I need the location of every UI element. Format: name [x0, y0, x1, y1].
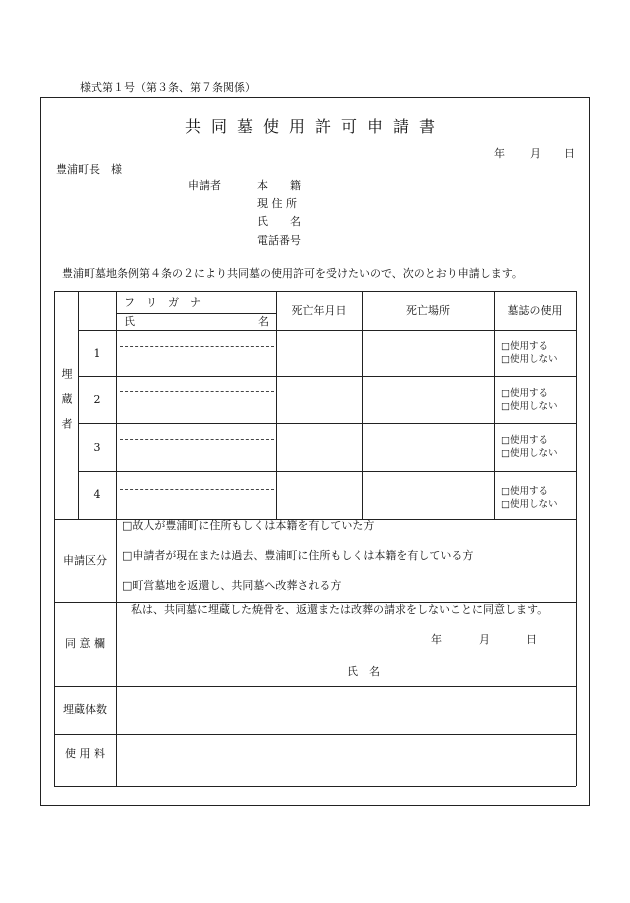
- date-year-label: 年: [494, 147, 505, 160]
- form-number: 様式第１号（第３条、第７条関係）: [80, 81, 256, 94]
- header-furigana: フ リ ガ ナ: [124, 296, 201, 309]
- count-label: 埋蔵体数: [63, 703, 107, 716]
- header-death-date: 死亡年月日: [291, 304, 347, 317]
- intro-text: 豊浦町墓地条例第４条の２により共同墓の使用許可を受けたいので、次のとおり申請します。: [62, 267, 523, 280]
- page-title: 共同墓使用許可申請書: [184, 117, 445, 136]
- applicant-field-domicile: 本 籍: [257, 179, 301, 192]
- header-death-place: 死亡場所: [406, 304, 450, 317]
- applicant-field-phone: 電話番号: [257, 234, 301, 247]
- consent-day-label: 日: [526, 633, 537, 646]
- epitaph-use-4[interactable]: □使用する: [501, 486, 548, 497]
- consent-name-label: 氏 名: [347, 665, 380, 678]
- applicant-field-name: 氏 名: [257, 215, 301, 228]
- date-month-label: 月: [530, 147, 541, 160]
- fee-label: 使 用 料: [65, 747, 105, 760]
- epitaph-nouse-1[interactable]: □使用しない: [501, 354, 558, 365]
- date-day-label: 日: [564, 147, 575, 160]
- consent-month-label: 月: [479, 633, 490, 646]
- consent-label: 同 意 欄: [65, 637, 105, 650]
- epitaph-use-2[interactable]: □使用する: [501, 388, 548, 399]
- consent-year-label: 年: [431, 633, 442, 646]
- category-label: 申請区分: [63, 554, 107, 567]
- epitaph-nouse-4[interactable]: □使用しない: [501, 499, 558, 510]
- row-number-4: 4: [93, 488, 101, 501]
- category-option-3[interactable]: □町営墓地を返還し、共同墓へ改葬される方: [122, 579, 342, 592]
- burial-side-label: 埋蔵者: [60, 368, 73, 443]
- header-name-suffix: 名: [258, 315, 269, 328]
- row-number-1: 1: [93, 347, 101, 360]
- epitaph-use-3[interactable]: □使用する: [501, 435, 548, 446]
- epitaph-use-1[interactable]: □使用する: [501, 341, 548, 352]
- applicant-label: 申請者: [188, 179, 221, 192]
- header-epitaph: 墓誌の使用: [507, 304, 563, 317]
- row-number-3: 3: [93, 441, 101, 454]
- addressee: 豊浦町長 様: [56, 163, 122, 176]
- header-name-prefix: 氏: [124, 315, 135, 328]
- row-number-2: 2: [93, 393, 101, 406]
- epitaph-nouse-3[interactable]: □使用しない: [501, 448, 558, 459]
- applicant-field-address: 現 住 所: [257, 197, 297, 210]
- epitaph-nouse-2[interactable]: □使用しない: [501, 401, 558, 412]
- consent-text: 私は、共同墓に埋蔵した焼骨を、返還または改葬の請求をしないことに同意します。: [131, 603, 549, 616]
- category-option-1[interactable]: □故人が豊浦町に住所もしくは本籍を有していた方: [122, 519, 375, 532]
- category-option-2[interactable]: □申請者が現在または過去、豊浦町に住所もしくは本籍を有している方: [122, 549, 474, 562]
